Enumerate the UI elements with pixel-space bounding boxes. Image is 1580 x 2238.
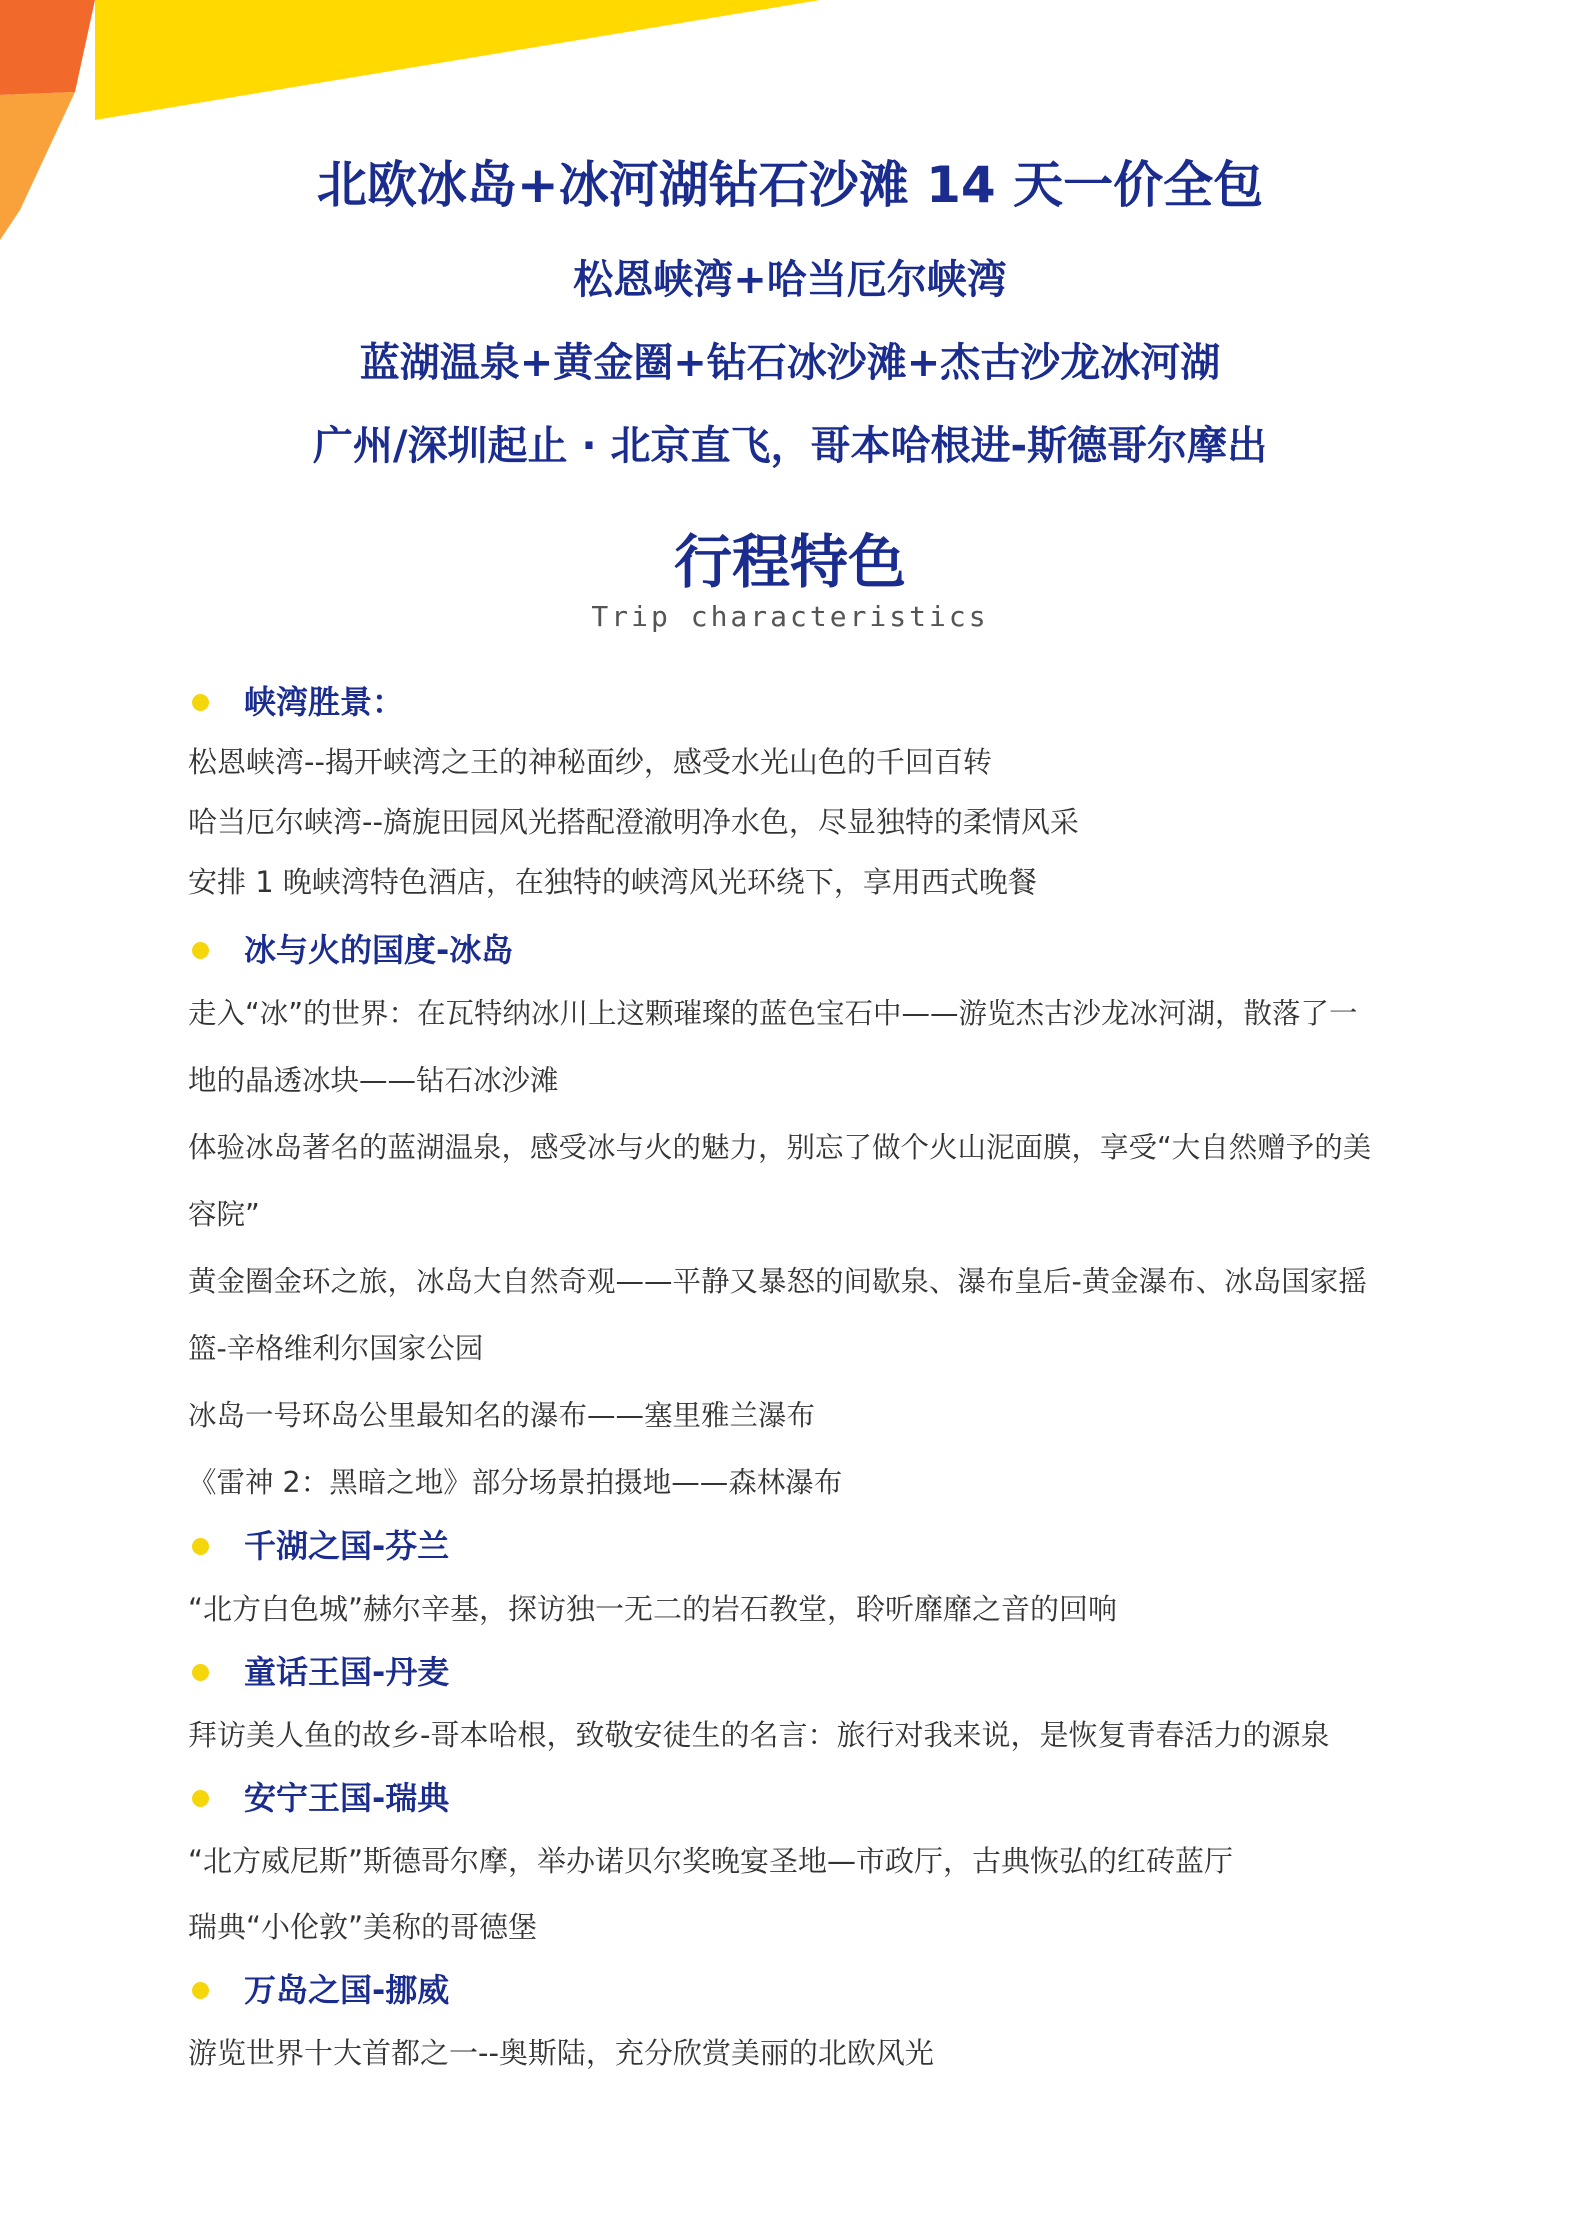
feature-heading xyxy=(188,1516,1448,1576)
bullet-dot-icon xyxy=(192,1982,209,1999)
feature-line: 篮-辛格维利尔国家公园 xyxy=(188,1332,484,1365)
feature-group-sweden xyxy=(188,1768,1448,1960)
feature-heading xyxy=(188,920,1448,980)
feature-line: 松恩峡湾--揭开峡湾之王的神秘面纱，感受水光山色的千回百转 xyxy=(188,745,992,779)
bullet-dot-icon xyxy=(192,694,209,711)
feature-line: 体验冰岛著名的蓝湖温泉，感受冰与火的魅力，别忘了做个火山泥面膜，享受“大自然赠予的美 xyxy=(188,1131,1372,1164)
bullet-dot-icon xyxy=(192,1664,209,1681)
feature-line: 走入“冰”的世界：在瓦特纳冰川上这颗璀璨的蓝色宝石中——游览杰古沙龙冰河湖，散落了一 xyxy=(188,997,1358,1030)
feature-line: 地的晶透冰块——钻石冰沙滩 xyxy=(188,1064,559,1097)
subtitle-fjords: 松恩峡湾+哈当厄尔峡湾 xyxy=(573,257,1007,303)
feature-heading-text: 童话王国-丹麦 xyxy=(244,1653,450,1691)
feature-heading-text: 冰与火的国度-冰岛 xyxy=(244,931,514,969)
bullet-dot-icon xyxy=(192,1538,209,1555)
feature-line: 安排 1 晚峡湾特色酒店，在独特的峡湾风光环绕下，享用西式晚餐 xyxy=(188,865,1037,899)
feature-line: “北方白色城”赫尔辛基，探访独一无二的岩石教堂，聆听靡靡之音的回响 xyxy=(188,1592,1118,1626)
corner-decoration xyxy=(0,0,820,260)
main-title: 北欧冰岛+冰河湖钻石沙滩 14 天一价全包 xyxy=(316,156,1264,214)
feature-heading xyxy=(188,1642,1448,1702)
yellow-stripe xyxy=(95,0,820,120)
features-list xyxy=(188,672,1448,2086)
feature-line: 游览世界十大首都之一--奥斯陆，充分欣赏美丽的北欧风光 xyxy=(188,2036,934,2070)
feature-group-denmark xyxy=(188,1642,1448,1768)
subtitle-route: 广州/深圳起止 · 北京直飞，哥本哈根进-斯德哥尔摩出 xyxy=(312,423,1268,469)
bullet-dot-icon xyxy=(192,942,209,959)
section-subtitle: Trip characteristics xyxy=(591,600,989,633)
feature-line: 《雷神 2：黑暗之地》部分场景拍摄地——森林瀑布 xyxy=(188,1466,843,1499)
feature-line: 哈当厄尔峡湾--旖旎田园风光搭配澄澈明净水色，尽显独特的柔情风采 xyxy=(188,805,1079,839)
feature-heading xyxy=(188,1768,1448,1828)
feature-group-norway xyxy=(188,1960,1448,2086)
feature-group-finland xyxy=(188,1516,1448,1642)
feature-line: “北方威尼斯”斯德哥尔摩，举办诺贝尔奖晚宴圣地—市政厅，古典恢弘的红砖蓝厅 xyxy=(188,1844,1234,1878)
subtitle-iceland: 蓝湖温泉+黄金圈+钻石冰沙滩+杰古沙龙冰河湖 xyxy=(359,340,1221,386)
feature-heading-text: 万岛之国-挪威 xyxy=(244,1971,450,2009)
feature-group-iceland xyxy=(188,920,1448,1516)
section-title: 行程特色 xyxy=(673,528,906,596)
bullet-dot-icon xyxy=(192,1790,209,1807)
feature-group-fjords xyxy=(188,672,1448,912)
orange-triangle xyxy=(0,0,95,95)
feature-heading xyxy=(188,672,1448,732)
feature-line: 容院” xyxy=(188,1198,260,1231)
feature-line: 瑞典“小伦敦”美称的哥德堡 xyxy=(188,1910,538,1944)
feature-heading-text: 峡湾胜景： xyxy=(244,683,405,721)
feature-heading xyxy=(188,1960,1448,2020)
feature-heading-text: 安宁王国-瑞典 xyxy=(244,1779,450,1817)
feature-heading-text: 千湖之国-芬兰 xyxy=(244,1527,450,1565)
feature-line: 冰岛一号环岛公里最知名的瀑布——塞里雅兰瀑布 xyxy=(188,1399,816,1432)
feature-line: 黄金圈金环之旅，冰岛大自然奇观——平静又暴怒的间歇泉、瀑布皇后-黄金瀑布、冰岛国家摇 xyxy=(188,1265,1367,1298)
feature-line: 拜访美人鱼的故乡-哥本哈根，致敬安徒生的名言：旅行对我来说，是恢复青春活力的源泉 xyxy=(188,1718,1330,1752)
